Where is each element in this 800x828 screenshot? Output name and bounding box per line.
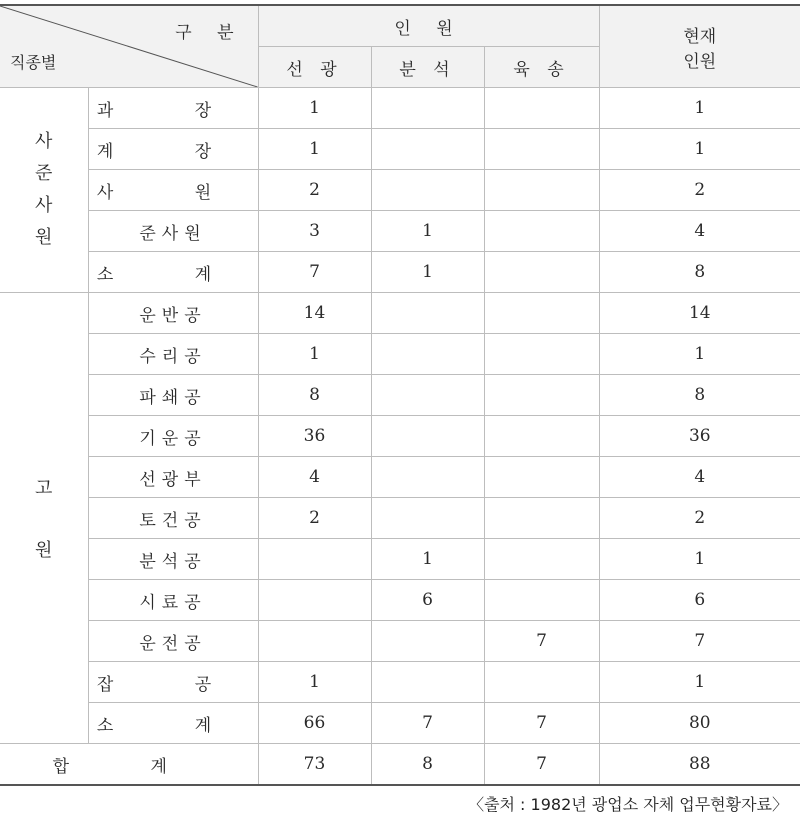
header-col-sungwang: 선 광 <box>258 47 371 88</box>
group-label-char: 사 <box>35 131 53 152</box>
cell-total: 6 <box>599 580 800 621</box>
cell-bunseok <box>371 416 484 457</box>
cell-yuksong: 7 <box>484 703 599 744</box>
group-label-char: 고 <box>35 478 53 499</box>
cell-total: 14 <box>599 293 800 334</box>
row-name: 소 계 <box>88 252 258 293</box>
cell-bunseok <box>371 170 484 211</box>
cell-bunseok: 1 <box>371 252 484 293</box>
header-col-bunseok: 분 석 <box>371 47 484 88</box>
cell-total: 4 <box>599 457 800 498</box>
table-row <box>0 703 800 744</box>
table-row <box>0 211 800 252</box>
header-inwon: 인 원 <box>258 5 599 47</box>
cell-yuksong <box>484 416 599 457</box>
cell-sungwang: 1 <box>258 334 371 375</box>
cell-bunseok <box>371 662 484 703</box>
cell-total: 80 <box>599 703 800 744</box>
cell-total: 8 <box>599 252 800 293</box>
table-row <box>0 621 800 662</box>
cell-bunseok <box>371 457 484 498</box>
row-name: 준사원 <box>88 211 258 252</box>
cell-yuksong <box>484 129 599 170</box>
cell-yuksong <box>484 580 599 621</box>
cell-sungwang <box>258 621 371 662</box>
row-name: 토건공 <box>88 498 258 539</box>
header-current-line1: 현재 <box>683 26 717 47</box>
row-name: 소 계 <box>88 703 258 744</box>
row-name: 잡 공 <box>88 662 258 703</box>
header-current <box>599 5 800 88</box>
row-name-total: 합 계 <box>0 744 258 786</box>
cell-total: 1 <box>599 334 800 375</box>
group-label-char: 원 <box>35 227 53 248</box>
cell-total: 1 <box>599 129 800 170</box>
row-name: 파쇄공 <box>88 375 258 416</box>
group-label-char: 사 <box>35 195 53 216</box>
table-row <box>0 375 800 416</box>
cell-yuksong <box>484 375 599 416</box>
cell-sungwang: 7 <box>258 252 371 293</box>
table-row <box>0 662 800 703</box>
row-name: 운반공 <box>88 293 258 334</box>
table-row <box>0 580 800 621</box>
cell-bunseok: 1 <box>371 211 484 252</box>
table-row <box>0 293 800 334</box>
cell-bunseok: 1 <box>371 539 484 580</box>
table-row <box>0 252 800 293</box>
cell-yuksong: 7 <box>484 621 599 662</box>
table-row <box>0 498 800 539</box>
cell-sungwang: 73 <box>258 744 371 786</box>
cell-total: 2 <box>599 170 800 211</box>
row-name: 수리공 <box>88 334 258 375</box>
row-name: 계 장 <box>88 129 258 170</box>
cell-yuksong <box>484 293 599 334</box>
cell-bunseok <box>371 293 484 334</box>
cell-bunseok <box>371 621 484 662</box>
cell-yuksong <box>484 252 599 293</box>
cell-yuksong <box>484 539 599 580</box>
cell-yuksong: 7 <box>484 744 599 786</box>
group-label-char: 준 <box>35 163 53 184</box>
cell-bunseok: 7 <box>371 703 484 744</box>
cell-sungwang: 8 <box>258 375 371 416</box>
cell-total: 8 <box>599 375 800 416</box>
row-name: 분석공 <box>88 539 258 580</box>
cell-bunseok: 8 <box>371 744 484 786</box>
row-name: 사 원 <box>88 170 258 211</box>
table-row <box>0 457 800 498</box>
cell-sungwang: 36 <box>258 416 371 457</box>
cell-yuksong <box>484 170 599 211</box>
table-row <box>0 334 800 375</box>
cell-sungwang: 66 <box>258 703 371 744</box>
staff-table <box>0 4 800 786</box>
group-label-goweon <box>0 293 88 744</box>
cell-bunseok <box>371 375 484 416</box>
source-note: 〈출처 : 1982년 광업소 자체 업무현황자료〉 <box>468 795 788 814</box>
header-col-yuksong: 육 송 <box>484 47 599 88</box>
cell-total: 7 <box>599 621 800 662</box>
cell-yuksong <box>484 457 599 498</box>
row-name: 운전공 <box>88 621 258 662</box>
cell-sungwang: 14 <box>258 293 371 334</box>
table-row <box>0 416 800 457</box>
cell-sungwang <box>258 580 371 621</box>
table-row <box>0 539 800 580</box>
cell-total: 1 <box>599 662 800 703</box>
table-row <box>0 88 800 129</box>
cell-sungwang: 1 <box>258 662 371 703</box>
cell-total: 88 <box>599 744 800 786</box>
cell-sungwang: 2 <box>258 170 371 211</box>
table-row <box>0 129 800 170</box>
row-name: 기운공 <box>88 416 258 457</box>
cell-total: 2 <box>599 498 800 539</box>
group-label-sajunsawon <box>0 88 88 293</box>
cell-total: 4 <box>599 211 800 252</box>
cell-yuksong <box>484 211 599 252</box>
table-row <box>0 170 800 211</box>
cell-sungwang <box>258 539 371 580</box>
cell-yuksong <box>484 88 599 129</box>
cell-bunseok <box>371 88 484 129</box>
table-row-total <box>0 744 800 786</box>
row-name: 선광부 <box>88 457 258 498</box>
cell-sungwang: 1 <box>258 88 371 129</box>
cell-sungwang: 2 <box>258 498 371 539</box>
cell-sungwang: 4 <box>258 457 371 498</box>
cell-yuksong <box>484 662 599 703</box>
cell-yuksong <box>484 498 599 539</box>
header-jikjong: 직종별 <box>10 53 57 72</box>
row-name: 시료공 <box>88 580 258 621</box>
cell-bunseok <box>371 129 484 170</box>
cell-yuksong <box>484 334 599 375</box>
cell-sungwang: 3 <box>258 211 371 252</box>
cell-bunseok: 6 <box>371 580 484 621</box>
cell-total: 1 <box>599 88 800 129</box>
header-gubun: 구 분 <box>175 23 244 43</box>
cell-total: 36 <box>599 416 800 457</box>
group-label-char: 원 <box>35 540 53 561</box>
cell-total: 1 <box>599 539 800 580</box>
header-current-line2: 인원 <box>683 51 717 72</box>
cell-sungwang: 1 <box>258 129 371 170</box>
row-name: 과 장 <box>88 88 258 129</box>
header-diagonal-cell <box>0 5 258 88</box>
cell-bunseok <box>371 334 484 375</box>
cell-bunseok <box>371 498 484 539</box>
